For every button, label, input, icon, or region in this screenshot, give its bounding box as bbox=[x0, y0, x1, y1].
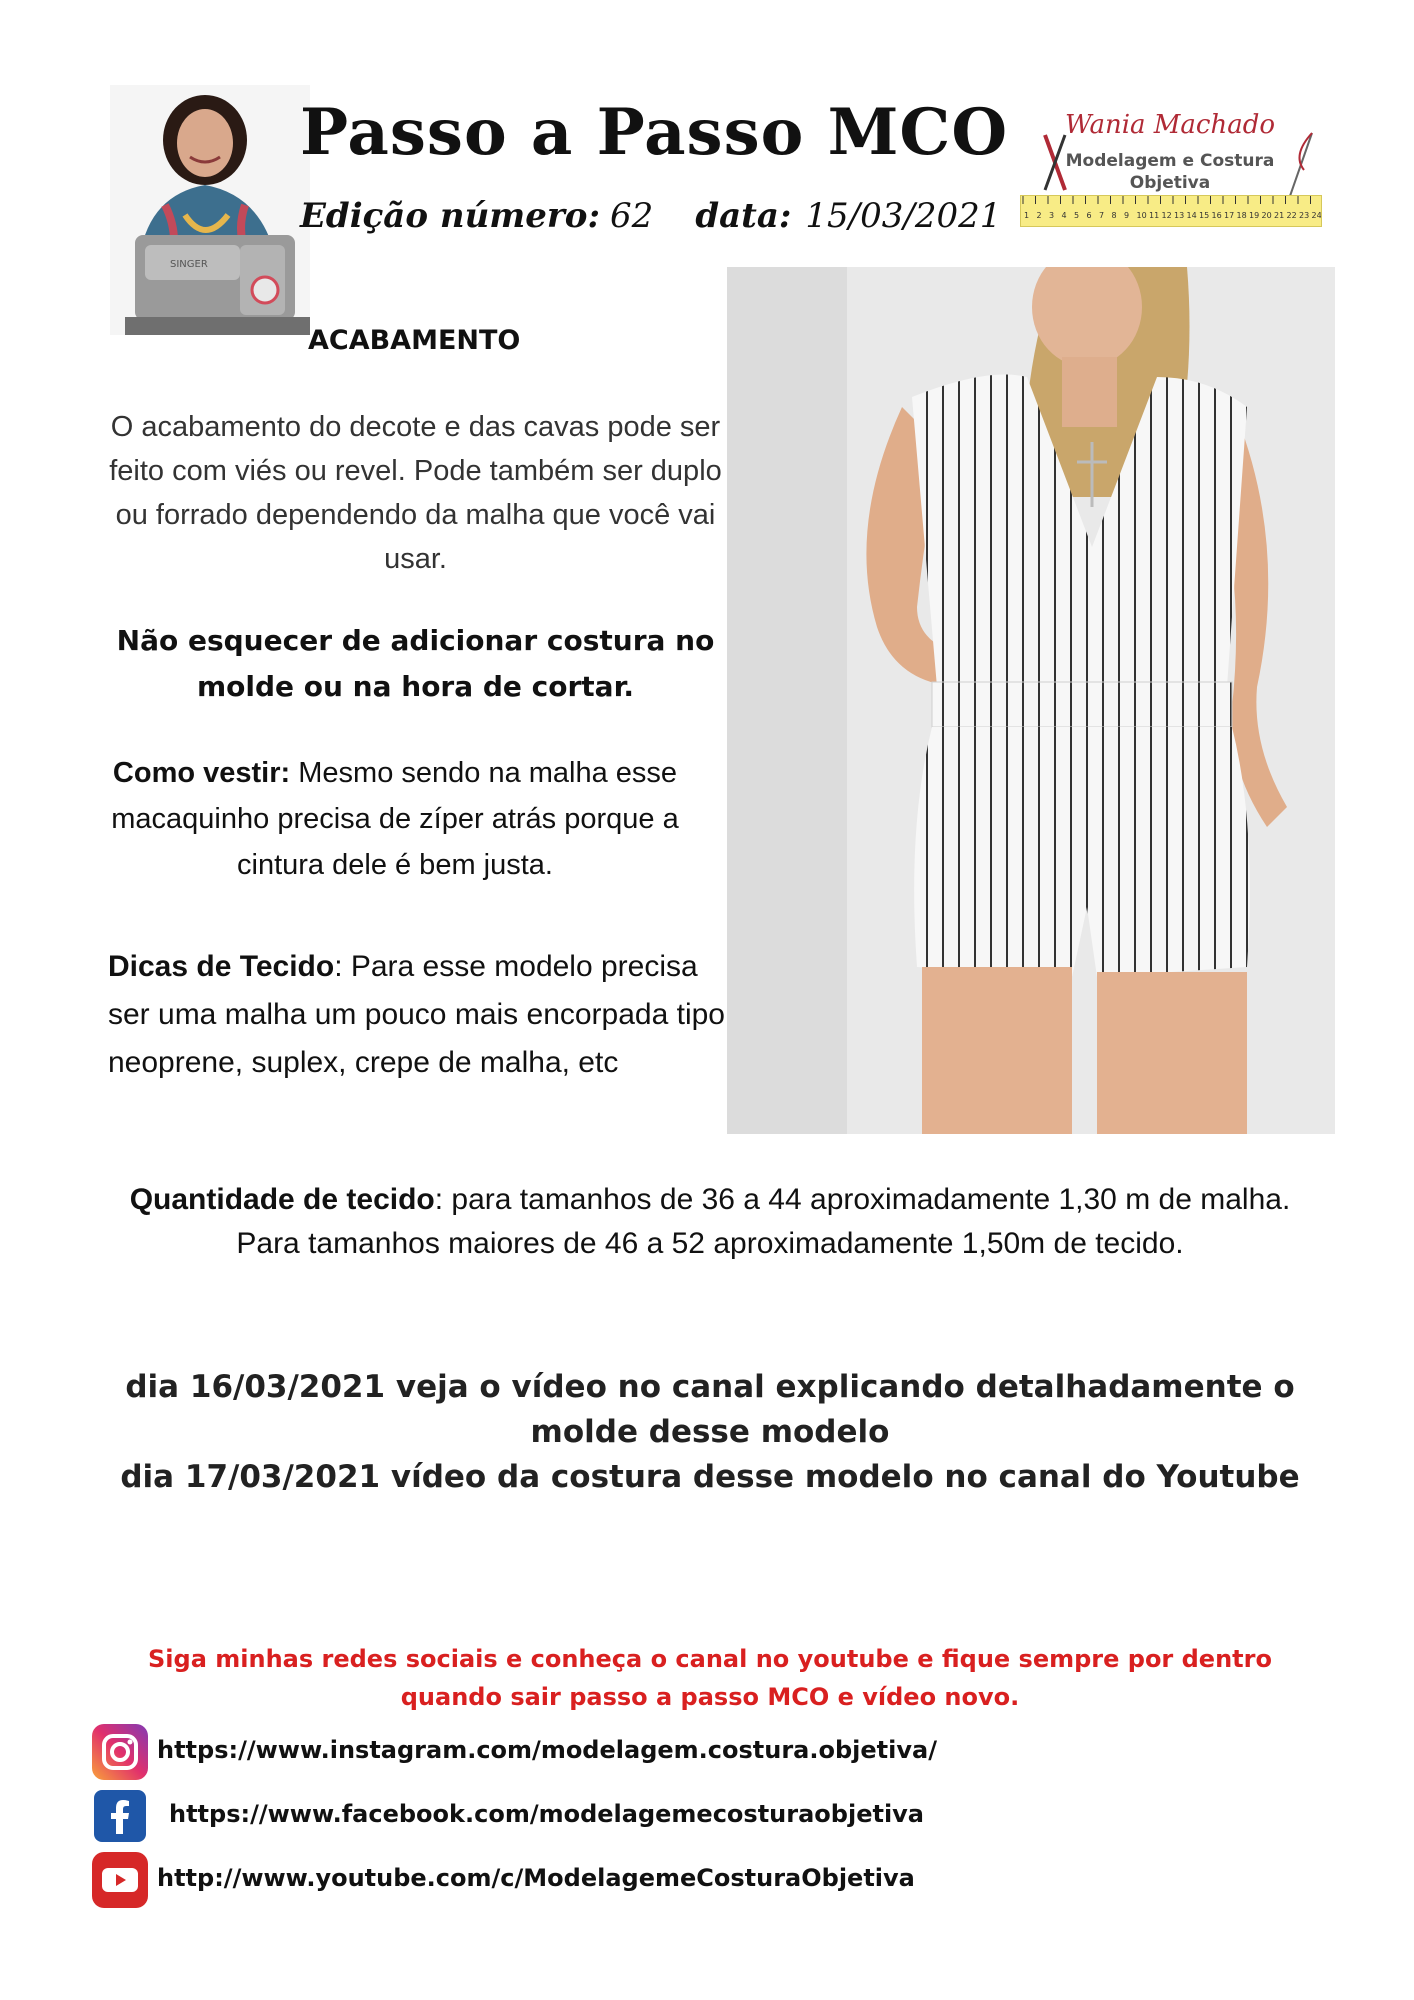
ruler-number: 16 bbox=[1211, 211, 1222, 220]
quantity-text-2: Para tamanhos maiores de 46 a 52 aproximadamente 1,50m de tecido. bbox=[236, 1227, 1184, 1260]
ruler-number: 18 bbox=[1236, 211, 1247, 220]
author-photo bbox=[110, 85, 310, 335]
video-line-2: dia 17/03/2021 vídeo da costura desse modelo no canal do Youtube bbox=[120, 1459, 1300, 1495]
video-line-1: dia 16/03/2021 veja o vídeo no canal explicando detalhadamente o molde desse modelo bbox=[125, 1369, 1295, 1450]
ruler-number: 19 bbox=[1249, 211, 1260, 220]
quantity-text-1: : para tamanhos de 36 a 44 aproximadamente 1,30 m de malha. bbox=[434, 1183, 1291, 1216]
facebook-link-row[interactable] bbox=[92, 1788, 992, 1844]
youtube-url[interactable]: http://www.youtube.com/c/ModelagemeCosturaObjetiva bbox=[157, 1864, 915, 1892]
fabric-text: : Para esse modelo precisa ser uma malha um pouco mais encorpada tipo neoprene, suplex, crepe de malha, etc bbox=[108, 950, 725, 1079]
edition-date: 15/03/2021 bbox=[805, 196, 1002, 236]
video-schedule bbox=[110, 1365, 1310, 1500]
edition-line bbox=[300, 196, 1001, 236]
quantity-label: Quantidade de tecido bbox=[129, 1183, 435, 1216]
how-to-label: Como vestir: bbox=[112, 757, 291, 789]
svg-text:SINGER: SINGER bbox=[170, 259, 208, 270]
edition-number: 62 bbox=[610, 196, 654, 236]
ruler-number: 23 bbox=[1299, 211, 1310, 220]
instagram-icon bbox=[92, 1724, 148, 1780]
how-to-wear-paragraph bbox=[90, 750, 700, 888]
ruler-number: 1 bbox=[1024, 211, 1030, 220]
date-label: data: bbox=[695, 196, 792, 236]
measuring-tape bbox=[1020, 195, 1322, 227]
page-title: Passo a Passo MCO bbox=[300, 95, 1009, 170]
brand-logo bbox=[1020, 100, 1320, 235]
ruler-number: 9 bbox=[1124, 211, 1130, 220]
ruler-number: 10 bbox=[1136, 211, 1147, 220]
logo-subtitle: Modelagem e Costura Objetiva bbox=[1065, 151, 1275, 193]
fabric-quantity bbox=[110, 1178, 1310, 1266]
ruler-number: 11 bbox=[1149, 211, 1160, 220]
logo-name: Wania Machado bbox=[1064, 110, 1276, 140]
youtube-icon bbox=[92, 1852, 148, 1908]
ruler-number: 14 bbox=[1186, 211, 1197, 220]
ruler-number: 17 bbox=[1224, 211, 1235, 220]
edition-label: Edição número: bbox=[300, 196, 601, 236]
ruler-number: 4 bbox=[1061, 211, 1067, 220]
fabric-label: Dicas de Tecido bbox=[108, 950, 335, 983]
section-heading: ACABAMENTO bbox=[308, 325, 521, 356]
ruler-number: 8 bbox=[1111, 211, 1117, 220]
youtube-link-row[interactable] bbox=[92, 1852, 992, 1908]
how-to-text: Mesmo sendo na malha esse macaquinho precisa de zíper atrás porque a cintura dele é bem justa. bbox=[111, 757, 679, 881]
ruler-number: 15 bbox=[1199, 211, 1210, 220]
finish-paragraph: O acabamento do decote e das cavas pode ser feito com viés ou revel. Pode também ser duplo ou forrado dependendo da malha que você vai usar. bbox=[109, 411, 722, 575]
ruler-number: 2 bbox=[1036, 211, 1042, 220]
fabric-tips-paragraph bbox=[108, 943, 728, 1087]
facebook-icon bbox=[92, 1788, 148, 1844]
quantity-line-1 bbox=[110, 1178, 1310, 1222]
seam-allowance-warning: Não esquecer de adicionar costura no molde ou na hora de cortar. bbox=[116, 624, 715, 703]
instagram-link-row[interactable] bbox=[92, 1724, 992, 1780]
ruler-number: 13 bbox=[1174, 211, 1185, 220]
ruler-number: 5 bbox=[1074, 211, 1080, 220]
social-intro: Siga minhas redes sociais e conheça o canal no youtube e fique sempre por dentro quando sair passo a passo MCO e vídeo novo. bbox=[148, 1645, 1272, 1711]
ruler-number: 3 bbox=[1049, 211, 1055, 220]
romper-photo bbox=[727, 267, 1335, 1134]
ruler-number: 6 bbox=[1086, 211, 1092, 220]
ruler-number: 7 bbox=[1099, 211, 1105, 220]
ruler-number: 12 bbox=[1161, 211, 1172, 220]
ruler-number: 24 bbox=[1311, 211, 1321, 220]
instagram-url[interactable]: https://www.instagram.com/modelagem.costura.objetiva/ bbox=[157, 1736, 937, 1764]
ruler-number: 20 bbox=[1261, 211, 1272, 220]
ruler-number: 21 bbox=[1274, 211, 1285, 220]
ruler-number: 22 bbox=[1286, 211, 1297, 220]
facebook-url[interactable]: https://www.facebook.com/modelagemecosturaobjetiva bbox=[169, 1800, 925, 1828]
